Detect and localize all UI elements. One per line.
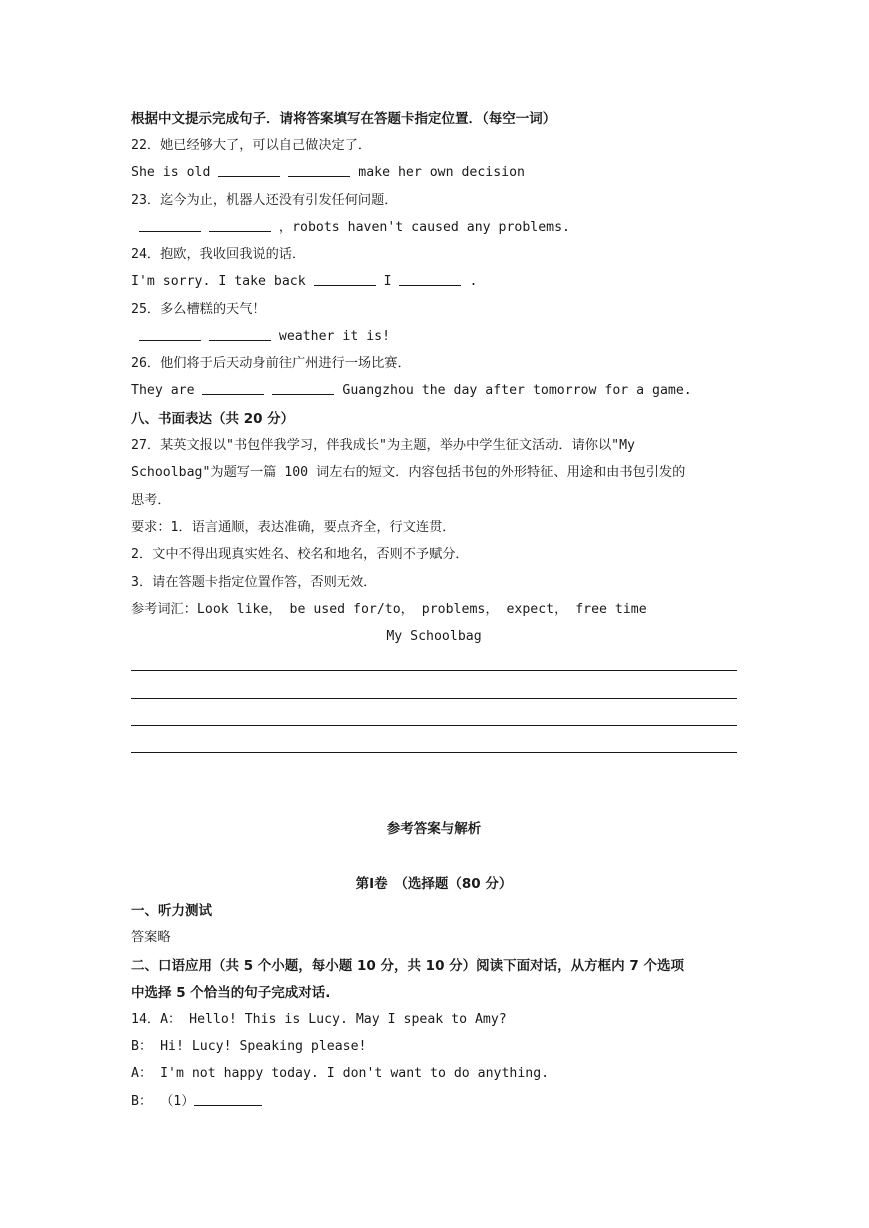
requirement-2: 2．文中不得出现真实姓名、校名和地名，否则不予赋分． xyxy=(131,547,469,562)
requirement-1: 要求：1．语言通顺，表达准确，要点齐全，行文连贯． xyxy=(131,520,456,535)
requirement-3: 3．请在答题卡指定位置作答，否则无效． xyxy=(131,575,377,590)
answer-blank[interactable] xyxy=(314,284,376,286)
q23-chinese: 23．迄今为止，机器人还没有引发任何问题． xyxy=(131,193,398,208)
q25-english: weather it is! xyxy=(131,328,741,346)
q23-english: ，robots haven't caused any problems. xyxy=(131,219,741,237)
answer-blank[interactable] xyxy=(139,230,201,232)
answer-blank[interactable] xyxy=(139,339,201,341)
section-intro: 根据中文提示完成句子．请将答案填写在答题卡指定位置．（每空一词） xyxy=(131,111,557,127)
dialogue-line: B： Hi! Lucy! Speaking please! xyxy=(131,1039,367,1054)
q22-chinese: 22．她已经够大了，可以自己做决定了． xyxy=(131,138,372,153)
oral-heading: 中选择 5 个恰当的句子完成对话. xyxy=(131,985,331,1001)
writing-line[interactable] xyxy=(131,670,737,671)
answer-blank[interactable] xyxy=(288,175,350,177)
answer-blank[interactable] xyxy=(218,175,280,177)
answer-blank[interactable] xyxy=(202,393,264,395)
q24-chinese: 24．抱欧，我收回我说的话． xyxy=(131,247,306,262)
answers-title: 参考答案与解析 xyxy=(386,821,482,837)
essay-title: My Schoolbag xyxy=(386,629,482,644)
writing-prompt-line: 27．某英文报以"书包伴我学习，伴我成长"为主题，举办中学生征文活动．请你以"My xyxy=(131,438,635,453)
q24-english: I'm sorry. I take back I . xyxy=(131,274,478,289)
writing-prompt-line: 思考． xyxy=(131,493,171,508)
q25-chinese: 25．多么槽糕的天气！ xyxy=(131,302,266,317)
q22-english: She is old make her own decision xyxy=(131,165,525,180)
writing-line[interactable] xyxy=(131,725,737,726)
vocabulary-hint: 参考词汇：Look like， be used for/to， problems， expect， free time xyxy=(131,602,647,617)
listening-heading: 一、听力测试 xyxy=(131,903,212,919)
answer-blank[interactable] xyxy=(272,393,334,395)
writing-line[interactable] xyxy=(131,698,737,699)
dialogue-line: B： （1） xyxy=(131,1093,741,1111)
part-one-heading: 第Ⅰ卷 （选择题（80 分） xyxy=(355,876,513,892)
writing-prompt-line: Schoolbag"为题写一篇 100 词左右的短文．内容包括书包的外形特征、用途和由书包引发的 xyxy=(131,465,686,480)
dialogue-line: 14．A： Hello! This is Lucy. May I speak to Amy? xyxy=(131,1012,507,1027)
answer-blank[interactable] xyxy=(194,1104,262,1106)
q26-chinese: 26．他们将于后天动身前往广州进行一场比赛． xyxy=(131,356,411,371)
writing-heading: 八、书面表达（共 20 分） xyxy=(131,411,295,427)
oral-heading: 二、口语应用（共 5 个小题，每小题 10 分，共 10 分）阅读下面对话，从方框内 7 个选项 xyxy=(131,958,684,974)
answer-blank[interactable] xyxy=(209,230,271,232)
q26-english: They are Guangzhou the day after tomorrow for a game. xyxy=(131,383,692,398)
writing-line[interactable] xyxy=(131,752,737,753)
listening-answer: 答案略 xyxy=(131,930,171,945)
answer-blank[interactable] xyxy=(399,284,461,286)
answer-blank[interactable] xyxy=(209,339,271,341)
dialogue-line: A： I'm not happy today. I don't want to do anything. xyxy=(131,1066,550,1081)
